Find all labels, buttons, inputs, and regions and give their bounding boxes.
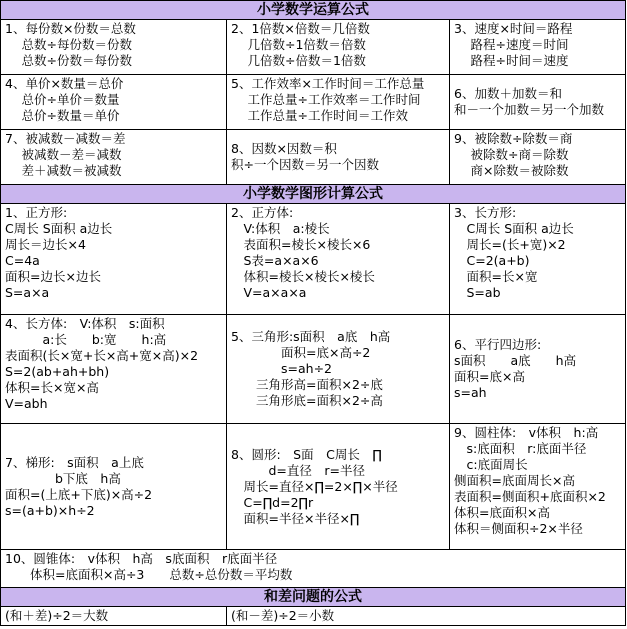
formula-line: 7、梯形: s面积 a上底 — [5, 454, 144, 470]
formula-line: 3、速度×时间＝路程 — [454, 21, 573, 36]
formula-line: 8、圆形: S面 C周长 ∏ — [231, 446, 382, 462]
arith-cell-1 — [1, 20, 227, 75]
formula-line: a:长 b:宽 h:高 — [5, 332, 167, 347]
formula-line: 5、三角形:s面积 a底 h高 — [231, 329, 391, 344]
arith-cell-6 — [450, 75, 626, 130]
formula-line: 侧面积=底面周长×高 — [454, 473, 575, 488]
formula-line: C=4a — [5, 253, 40, 268]
formula-line: 1、每份数×份数＝总数 — [5, 21, 136, 36]
formula-line: S表=a×a×6 — [231, 253, 319, 268]
arith-cell-8 — [227, 130, 450, 185]
formula-line: C周长 S面积 a边长 — [5, 221, 113, 236]
formula-line: C周长 S面积 a边长 — [454, 221, 574, 236]
formula-line: 表面积(长×宽+长×高+宽×高)×2 — [5, 348, 199, 363]
geo-cell-cylinder — [450, 424, 626, 550]
formula-line: 面积=(上底+下底)×高÷2 — [5, 486, 153, 502]
geo-cell-parallelogram — [450, 315, 626, 424]
formula-line: 2、1倍数×倍数＝几倍数 — [231, 21, 370, 36]
formula-line: 路程÷时间＝速度 — [454, 53, 569, 68]
geo-cell-circle — [227, 424, 450, 550]
formula-line: C=∏d=2∏r — [231, 494, 314, 510]
geo-cell-cuboid — [1, 315, 227, 424]
formula-line: 面积=边长×边长 — [5, 269, 101, 284]
formula-line: s:底面积 r:底面半径 — [454, 441, 587, 456]
geo-cell-trapezoid — [1, 424, 227, 550]
formula-line: 8、因数×因数＝积 — [231, 141, 337, 156]
formula-line: 三角形高=面积×2÷底 — [231, 377, 383, 392]
formula-line: S=ab — [454, 285, 501, 300]
geo-cell-triangle — [227, 315, 450, 424]
formula-line: 几倍数÷倍数＝1倍数 — [231, 53, 366, 68]
formula-line: 和－一个加数＝另一个加数 — [454, 102, 605, 117]
formula-line: 体积=棱长×棱长×棱长 — [231, 269, 375, 284]
formula-line: 差＋减数＝被减数 — [5, 163, 122, 178]
formula-line: 总数÷每份数＝份数 — [5, 37, 132, 52]
formula-line: 7、被减数－减数＝差 — [5, 131, 126, 146]
geo-cell-rectangle — [450, 204, 626, 315]
formula-line: 面积=长×宽 — [454, 269, 538, 284]
sumdiff-small-number: (和－差)÷2＝小数 — [227, 607, 626, 626]
formula-line: 体积=长×宽×高 — [5, 380, 99, 395]
formula-line: 三角形底=面积×2÷高 — [231, 393, 383, 408]
formula-line: 商×除数＝被除数 — [454, 163, 569, 178]
geo-cell-square — [1, 204, 227, 315]
formula-line: 5、工作效率×工作时间＝工作总量 — [231, 76, 425, 91]
formula-line: 总数÷份数＝每份数 — [5, 53, 132, 68]
geo-cell-cube — [227, 204, 450, 315]
arith-cell-7 — [1, 130, 227, 185]
formula-line: 6、加数＋加数＝和 — [454, 86, 562, 101]
arith-cell-3 — [450, 20, 626, 75]
formula-line: s=(a+b)×h÷2 — [5, 502, 95, 518]
formula-line: 10、圆锥体: v体积 h高 s底面积 r底面半径 — [5, 551, 278, 566]
formula-line: 9、被除数÷除数＝商 — [454, 131, 573, 146]
formula-line: C=2(a+b) — [454, 253, 530, 268]
formula-line: 周长＝边长×4 — [5, 237, 86, 252]
formula-line: 总价÷数量＝单价 — [5, 108, 120, 123]
formula-line: 被减数－差＝减数 — [5, 147, 122, 162]
formula-line: 周长=(长+宽)×2 — [454, 237, 566, 252]
geo-cell-cone — [1, 550, 626, 588]
formula-line: 9、圆柱体: v体积 h:高 — [454, 425, 599, 440]
formula-line: 体积=底面积×高 — [454, 505, 550, 520]
formula-line: V:体积 a:棱长 — [231, 221, 330, 236]
formula-line: 几倍数÷1倍数＝倍数 — [231, 37, 366, 52]
formula-line: 路程÷速度＝时间 — [454, 37, 569, 52]
formula-line: S=2(ab+ah+bh) — [5, 364, 110, 379]
formula-line: d=直径 r=半径 — [231, 462, 366, 478]
formula-line: 表面积=侧面积+底面积×2 — [454, 489, 606, 504]
formula-line: 1、正方形: — [5, 205, 68, 220]
formula-line: S=a×a — [5, 285, 50, 300]
formula-line: 体积＝侧面积÷2×半径 — [454, 521, 583, 536]
arith-cell-9 — [450, 130, 626, 185]
formula-line: 2、正方体: — [231, 205, 294, 220]
formula-line: 体积=底面积×高÷3 总数÷总份数＝平均数 — [5, 567, 293, 582]
section-header-sum-difference: 和差问题的公式 — [1, 588, 626, 607]
formula-line: V=a×a×a — [231, 285, 307, 300]
formula-line: 总价÷单价＝数量 — [5, 92, 120, 107]
arith-cell-4 — [1, 75, 227, 130]
formula-line: 6、平行四边形: — [454, 337, 542, 352]
formula-line: s=ah÷2 — [231, 361, 332, 376]
formula-line: 工作总量÷工作时间＝工作效 — [231, 108, 408, 123]
formula-line: c:底面周长 — [454, 457, 528, 472]
formula-line: 工作总量÷工作效率＝工作时间 — [231, 92, 421, 107]
formula-line: 4、单价×数量＝总价 — [5, 76, 124, 91]
formula-line: 面积=底×高÷2 — [231, 345, 371, 360]
sumdiff-big-number: (和＋差)÷2＝大数 — [1, 607, 227, 626]
section-header-geometry: 小学数学图形计算公式 — [1, 185, 626, 204]
arith-cell-5 — [227, 75, 450, 130]
arith-cell-2 — [227, 20, 450, 75]
formula-line: V=abh — [5, 396, 48, 411]
formula-line: 面积=底×高 — [454, 369, 525, 384]
formula-line: b下底 h高 — [5, 470, 121, 486]
formula-line: 3、长方形: — [454, 205, 517, 220]
formula-line: 表面积=棱长×棱长×6 — [231, 237, 371, 252]
section-header-arithmetic: 小学数学运算公式 — [1, 1, 626, 20]
formula-line: s=ah — [454, 385, 487, 400]
formula-line: 面积=半径×半径×∏ — [231, 510, 360, 526]
formula-line: 周长=直径×∏=2×∏×半径 — [231, 478, 398, 494]
formula-line: 积÷一个因数＝另一个因数 — [231, 157, 379, 172]
formula-line: 4、长方体: V:体积 s:面积 — [5, 316, 165, 331]
formula-line: 被除数÷商＝除数 — [454, 147, 569, 162]
formula-line: s面积 a底 h高 — [454, 353, 577, 368]
